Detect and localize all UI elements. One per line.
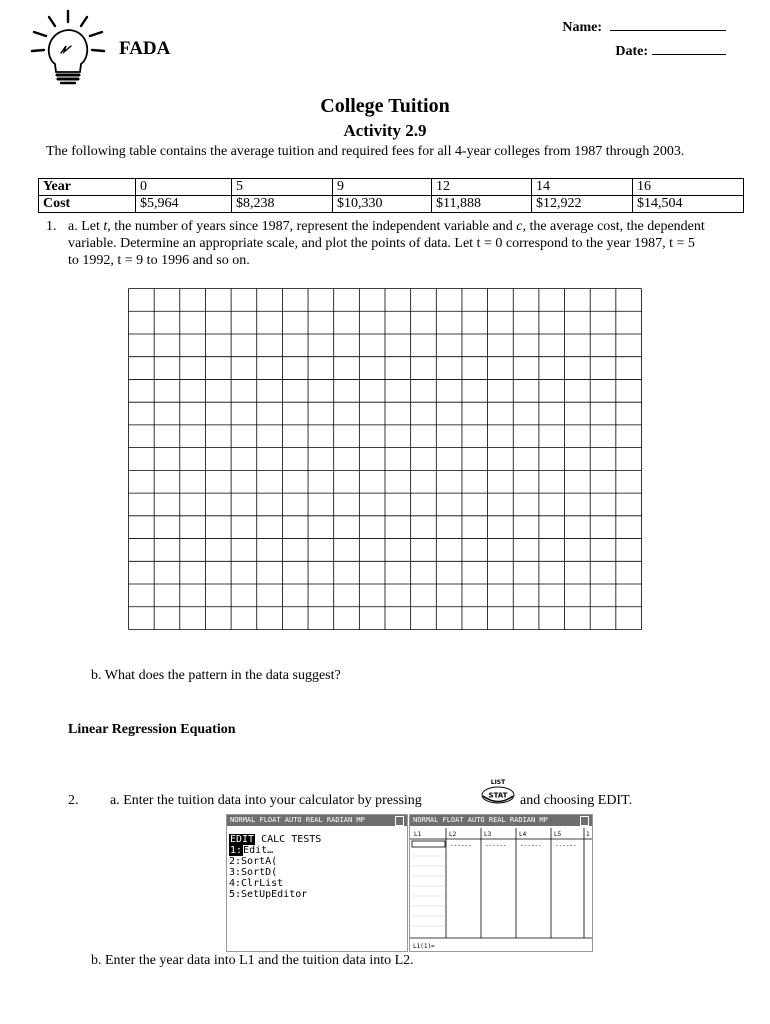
table-cell: 9 (333, 179, 432, 196)
graph-grid[interactable] (128, 288, 642, 630)
calc-menu-item-number: 1: (230, 845, 243, 856)
table-cell: $10,330 (333, 196, 432, 213)
calc-menu-item-text: Edit… (243, 845, 274, 856)
calc-menu (227, 826, 407, 900)
calc-status-bar (227, 815, 407, 826)
question-number: 1. (46, 219, 57, 234)
date-field[interactable] (615, 42, 726, 60)
date-label: Date: (615, 44, 648, 59)
question-text: , the number of years since 1987, represent the independent variable and (107, 219, 517, 234)
calculator-stat-menu-screen (226, 814, 408, 952)
calc-column-dashes: ------ (520, 842, 542, 849)
stat-key-icon (478, 778, 518, 808)
calc-column-dashes: ------ (450, 842, 472, 849)
calc-status-text: NORMAL FLOAT AUTO REAL RADIAN MP (230, 816, 365, 824)
question-2a: a. Enter the tuition data into your calculator by pressing (110, 793, 422, 808)
calc-tab-others: CALC TESTS (255, 834, 322, 845)
tuition-table (38, 178, 744, 213)
logo-text: FADA (119, 38, 171, 59)
calc-menu-tabs (229, 834, 407, 845)
table-cell: 5 (232, 179, 333, 196)
list-key-label: LIST (490, 779, 506, 786)
calc-footer: L1(1)= (413, 943, 435, 950)
calc-menu-item: 2:SortA( (229, 856, 278, 867)
table-row-label: Cost (39, 196, 136, 213)
calc-column-header: L3 (484, 831, 492, 838)
page-subtitle: Activity 2.9 (343, 121, 427, 140)
calc-list-table (410, 826, 592, 951)
lightbulb-logo-icon (28, 8, 108, 86)
question-2a-end: and choosing EDIT. (520, 793, 633, 808)
table-cell: $8,238 (232, 196, 333, 213)
question-1b: b. What does the pattern in the data suggest? (91, 668, 341, 683)
calc-menu-item: 4:ClrList (229, 878, 284, 889)
table-cell: $12,922 (532, 196, 633, 213)
calc-menu-item: 5:SetUpEditor (229, 889, 308, 900)
calc-status-bar (410, 815, 592, 826)
intro-paragraph: The following table contains the average tuition and required fees for all 4-year colleges from 1987 through 2003. (46, 144, 685, 159)
name-blank[interactable] (610, 18, 726, 31)
calc-tab-edit: EDIT (230, 834, 255, 845)
calc-column-header: L1 (414, 831, 422, 838)
page-title: College Tuition (320, 95, 450, 117)
table-cell: 16 (633, 179, 744, 196)
table-row (39, 196, 744, 213)
calc-menu-item (229, 845, 407, 856)
table-cell: 0 (136, 179, 232, 196)
calc-column-index: 1 (586, 831, 590, 838)
variable-c: c (516, 219, 523, 234)
variable-t: t (103, 219, 108, 234)
calc-column-header: L4 (519, 831, 527, 838)
calc-column-header: L2 (449, 831, 457, 838)
table-cell: $11,888 (432, 196, 532, 213)
name-field[interactable] (562, 18, 726, 36)
date-blank[interactable] (652, 42, 726, 55)
name-label: Name: (562, 20, 602, 35)
question-number: 2. (68, 793, 79, 808)
calc-status-text: NORMAL FLOAT AUTO REAL RADIAN MP (413, 816, 548, 824)
battery-icon (580, 816, 589, 826)
section-heading: Linear Regression Equation (68, 722, 236, 737)
stat-key-label: STAT (488, 791, 508, 800)
calc-column-dashes: ------ (555, 842, 577, 849)
table-cell: 14 (532, 179, 633, 196)
calc-column-dashes: ------ (485, 842, 507, 849)
table-row (39, 179, 744, 196)
calc-column-header: L5 (554, 831, 562, 838)
battery-icon (395, 816, 404, 826)
question-text: , the average cost, the dependent variable. Determine an appropriate scale, and plot the points of data. Let t = 0 correspond to the year 1987, t = 5 to 1992, t = 9 to 1996 and so on. (68, 219, 705, 268)
calculator-list-editor-screen (409, 814, 593, 952)
question-1a (46, 218, 708, 269)
table-cell: $5,964 (136, 196, 232, 213)
table-cell: $14,504 (633, 196, 744, 213)
table-cell: 12 (432, 179, 532, 196)
question-text: a. Let (68, 219, 104, 234)
table-row-label: Year (39, 179, 136, 196)
question-2b: b. Enter the year data into L1 and the tuition data into L2. (91, 953, 414, 968)
calc-menu-item: 3:SortD( (229, 867, 278, 878)
